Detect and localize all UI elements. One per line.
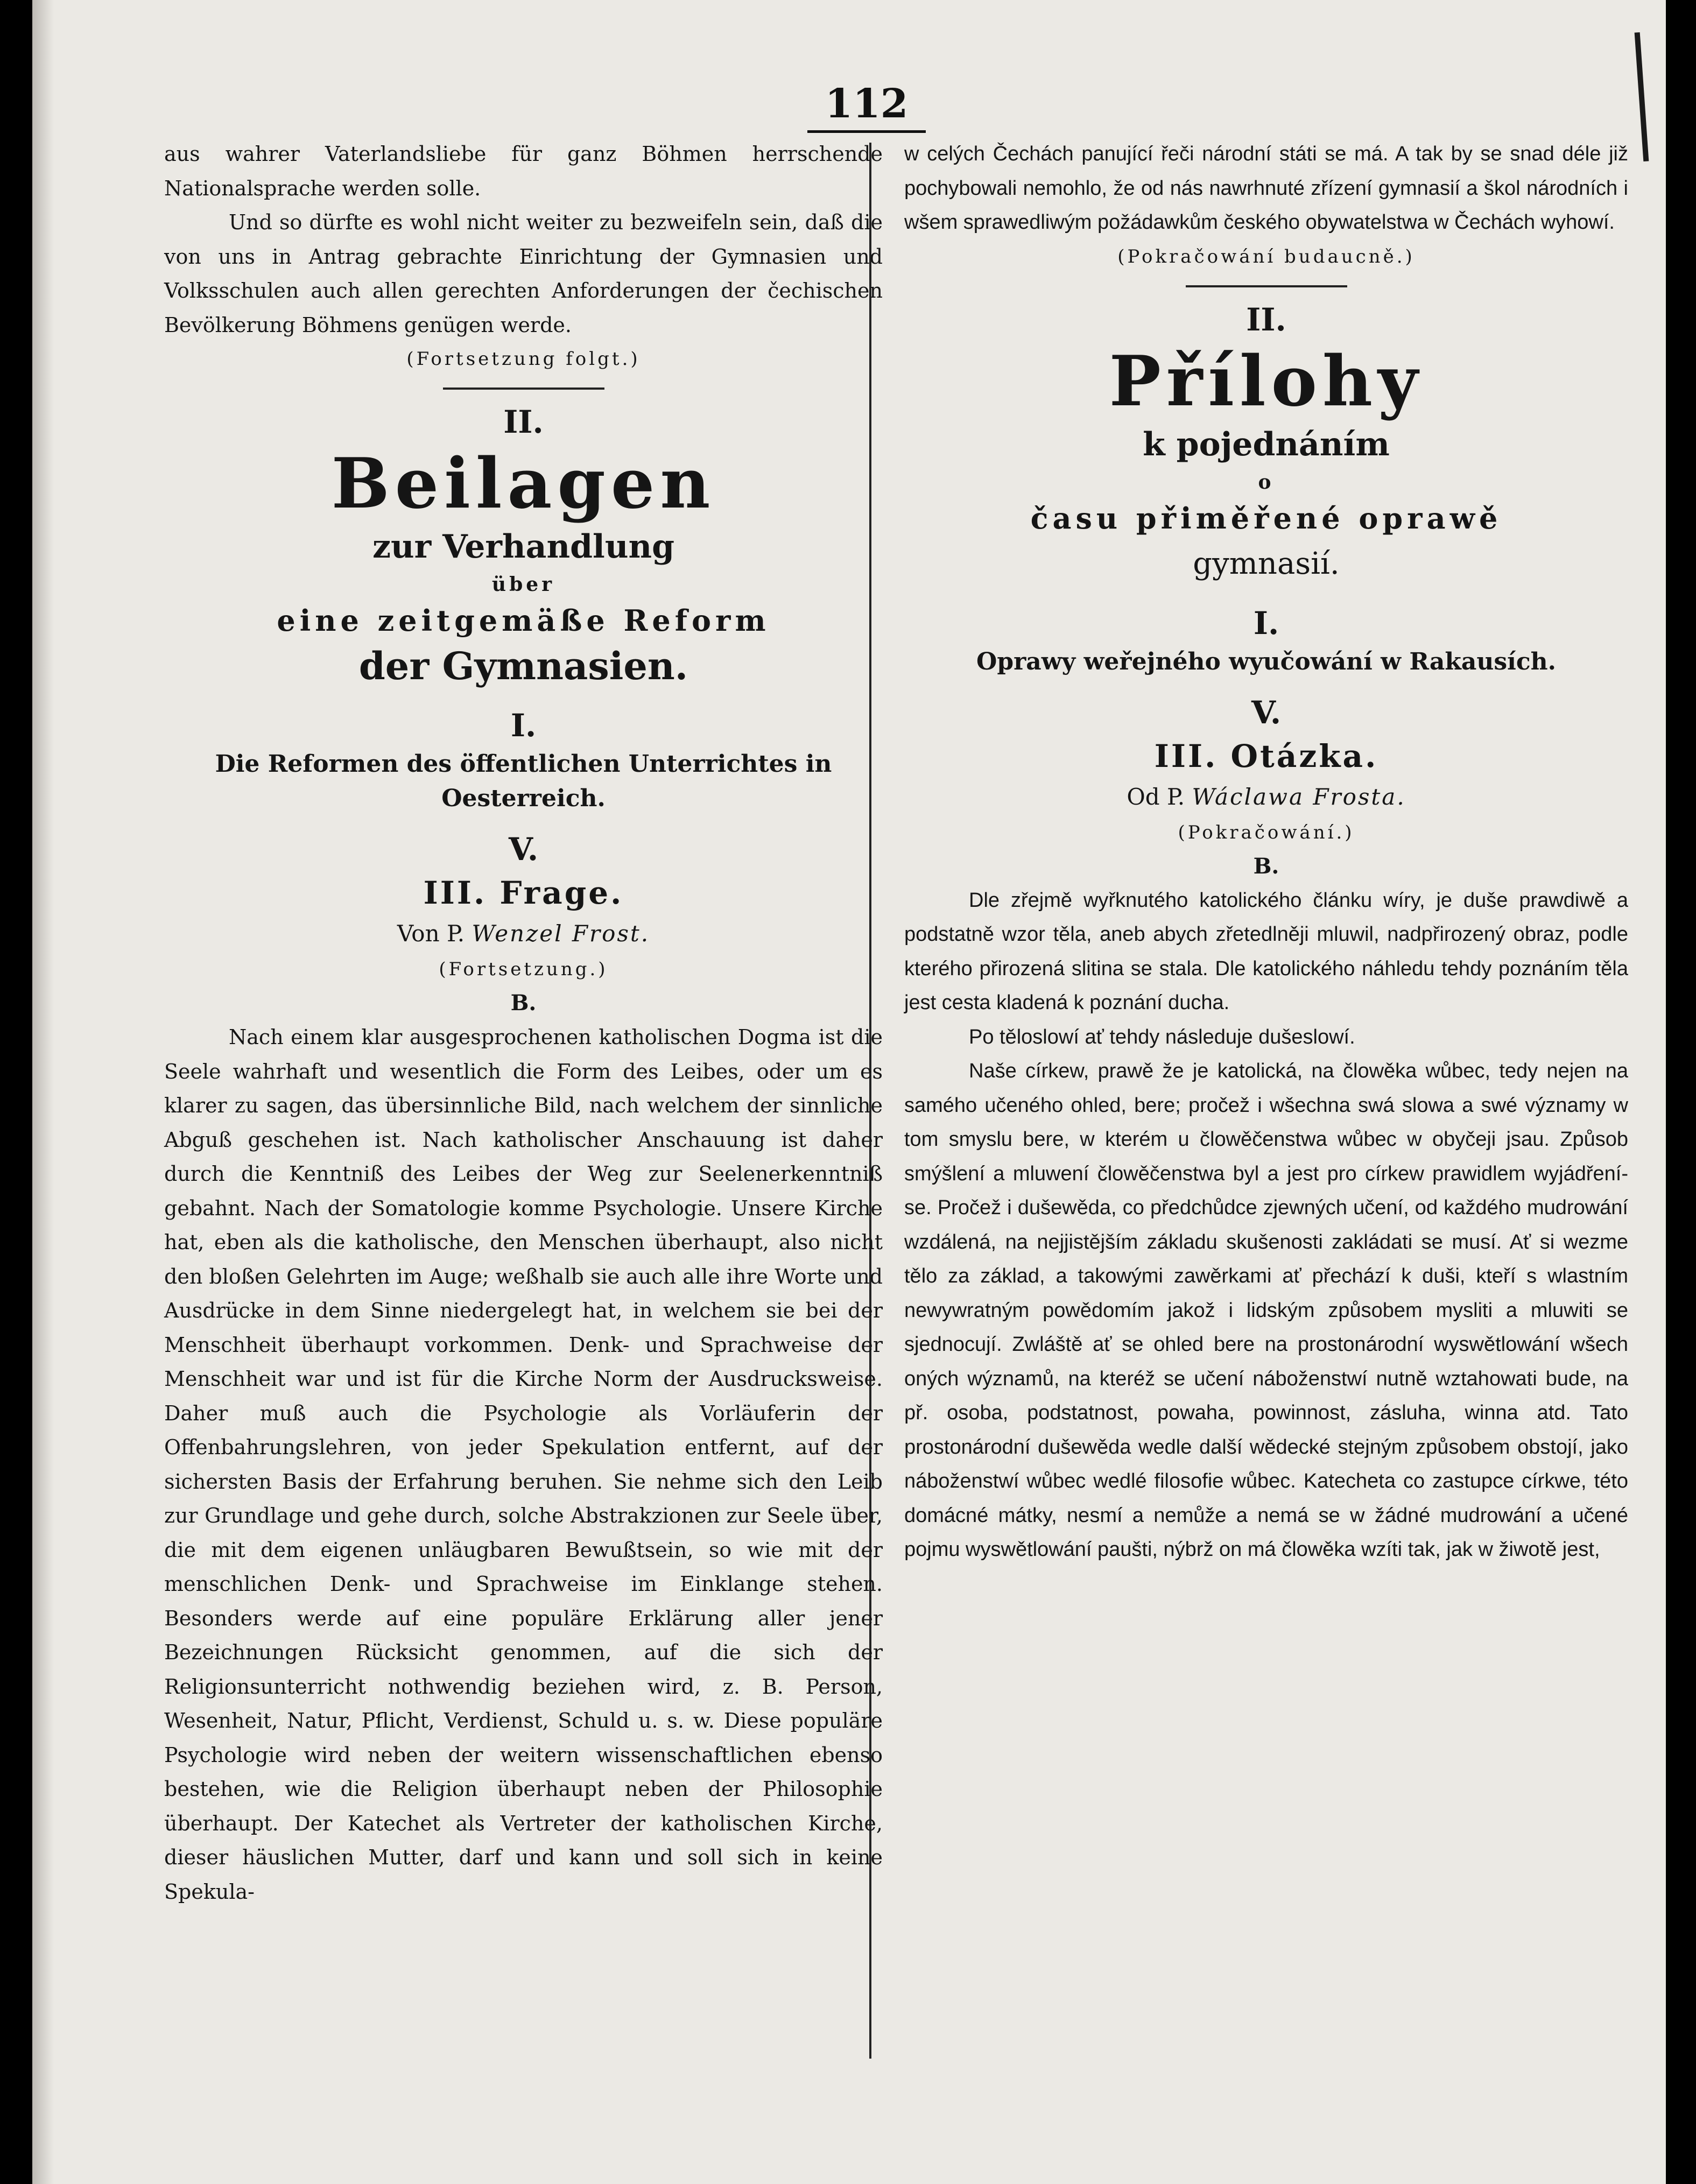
right-question-heading: III. Otázka. [1154,737,1378,774]
right-subtitle-2: času přiměřené oprawě [1030,501,1502,536]
right-subtitle-small: o [1258,470,1275,494]
right-body-paragraph-2: Po těloslowí ať tehdy následuje dušeslowí. [969,1025,1355,1048]
left-column-german [164,137,883,1909]
left-section-title: Die Reformen des öffentlichen Unterrichtes in Oesterreich. [215,750,832,812]
left-continuation-note: (Fortsetzung folgt.) [406,348,641,370]
left-paragraph-2: Und so dürfte es wohl nicht weiter zu bezweifeln sein, daß die von uns in Antrag gebrachte Einrichtung der Gymnasien und Volksschulen auch allen gerechten Anforderungen der čechischen Bevölkerung Böhmens genügen werde. [164,210,883,337]
left-paragraph-1: aus wahrer Vaterlandsliebe für ganz Böhmen herrschende Nationalsprache werden solle. [164,142,883,200]
left-continued-note: (Fortsetzung.) [439,959,608,980]
right-section-title: Oprawy weřejného wyučowání w Rakausích. [976,647,1556,675]
left-roman-v: V. [508,831,539,868]
right-roman-v: V. [1251,694,1282,731]
right-author-name: Wáclawa Frosta. [1192,783,1406,810]
right-body-paragraph-1: Dle zřejmě wyřknutého katolického článku wíry, je duše prawdiwě a podstatně wzor těla, aneb abych zřetedlněji mluwil, nadpřirozený obraz, podle kterého přirozená slitina se stala. Dle katolického náhledu tehdy poznáním těla jest cesta kladená k poznání ducha. [904,889,1628,1014]
left-question-heading: III. Frage. [423,875,624,911]
right-roman-i: I. [1253,604,1279,642]
right-main-title: Přílohy [1109,341,1424,422]
left-author-name: Wenzel Frost. [471,920,650,947]
right-section-rule [1186,285,1347,287]
left-author-prefix: Von P. [397,920,465,947]
right-continuation-note: (Pokračowání budaucně.) [1117,245,1415,267]
left-roman-i: I. [510,707,537,744]
left-roman-ii: II. [503,404,544,440]
left-section-rule [443,388,604,390]
left-body-text: Nach einem klar ausgesprochenen katholischen Dogma ist die Seele wahrhaft und wesentlich die Form des Leibes, oder um es klarer zu sagen, das übersinnliche Bild, nach welchem der sinnliche Abguß geschehen ist. Nach katholischer Anschauung ist daher durch die Kenntniß des Leibes der Weg zur Seelenerkenntniß gebahnt. Nach der Somatologie komme Psychologie. Unsere Kirche hat, eben als die katholische, den Menschen überhaupt, also nicht den bloßen Gelehrten im Auge; weßhalb sie auch alle ihre Worte und Ausdrücke in dem Sinne niedergelegt hat, in welchem sie bei der Menschheit überhaupt vorkommen. Denk- und Sprachweise der Menschheit war und ist für die Kirche Norm der Ausdrucksweise. Daher muß auch die Psychologie als Vorläuferin der Offenbahrungslehren, von jeder Spekulation entfernt, auf der sichersten Basis der Erfahrung beruhen. Sie nehme sich den Leib zur Grundlage und gehe durch, solche Abstrakzionen zur Seele über, die mit dem eigenen unläugbaren Bewußtsein, so wie mit der menschlichen Denk- und Sprachweise im Einklange stehen. Besonders werde auf eine populäre Erklärung aller jener Bezeichnungen Rücksicht genommen, auf die sich der Religionsunterricht nothwendig beziehen wird, z. B. Person, Wesenheit, Natur, Pflicht, Verdienst, Schuld u. s. w. Diese populäre Psychologie wird neben der weitern wissenschaftlichen ebenso bestehen, wie die Religion überhaupt neben der Philosophie überhaupt. Der Katechet als Vertreter der katholischen Kirche, dieser häuslichen Mutter, darf und kann und soll sich in keine Spekula- [164,1025,883,1904]
right-author-line [904,778,1628,816]
right-subtitle-3: gymnasií. [1193,546,1340,581]
right-continued-note: (Pokračowání.) [1178,821,1355,843]
newspaper-page [32,0,1666,2184]
right-body-paragraph-3: Naše církew, prawě že je katolická, na člowěka wůbec, tedy nejen na samého učeného ohled, bere; pročež i wšechna swá slowa a swé významy w tom smyslu bere, w kterém u člowěčenstwa wůbec w obyčeji jsau. Způsob smýšlení a mluwení člowěčenstwa byl a jest pro církew prawidlem wyjádření-se. Pročež i dušewěda, co předchůdce zjewných učení, od každého mudrowání wzdálená, na nejjistějším základu skušenosti zakládati se musí. Ať si wezme tělo za základ, a takowými zawěrkami ať přechází k duši, kteří s wlastním newywratným powědomím jakož i lidským způsobem mysliti a mluwiti se sjednocují. Zwláště ať se ohled bere na prostonárodní wyswětlowání wšech oných wýznamů, na kteréž se učení náboženstwí nutně wztahowati bude, na př. osoba, podstatnost, powaha, powinnost, zásluha, winna atd. Tato prostonárodní dušewěda wedle další wědecké stejným způsobem obstojí, jako náboženstwí wůbec wedlé filosofie wůbec. Katecheta co zastupce církwe, této domácné mátky, nesmí a nemůže a nemá se w žádné mudrowání a učené pojmu wyswětlowání paušti, nýbrž on má člowěka wzíti tak, jak w žiwotě jest, [904,1060,1628,1561]
page-number: 112 [807,81,926,133]
right-roman-ii: II. [1246,301,1286,338]
left-subtitle-3: der Gymnasien. [358,644,688,688]
left-letter-b: B. [510,990,537,1016]
scan-edge-mark [1635,32,1649,161]
left-main-title: Beilagen [331,443,716,524]
left-subtitle-1: zur Verhandlung [372,528,675,566]
right-column-czech [880,137,1628,1567]
left-subtitle-small: über [491,573,555,596]
right-paragraph-1: w celých Čechách panující řeči národní státi se má. A tak by se snad déle již pochybowali nemohlo, že od nás nawrhnuté zřízení gymnasií a škol národních i wšem sprawedliwým požádawkům českého obywatelstwa w Čechách wyhowí. [904,143,1628,234]
right-letter-b: B. [1253,853,1279,879]
left-author-line [164,915,883,953]
right-author-prefix: Od P. [1127,783,1185,810]
page-spine-shadow [32,0,54,2184]
left-subtitle-2: eine zeitgemäße Reform [277,603,770,638]
right-subtitle-1: k pojednáním [1143,425,1390,463]
